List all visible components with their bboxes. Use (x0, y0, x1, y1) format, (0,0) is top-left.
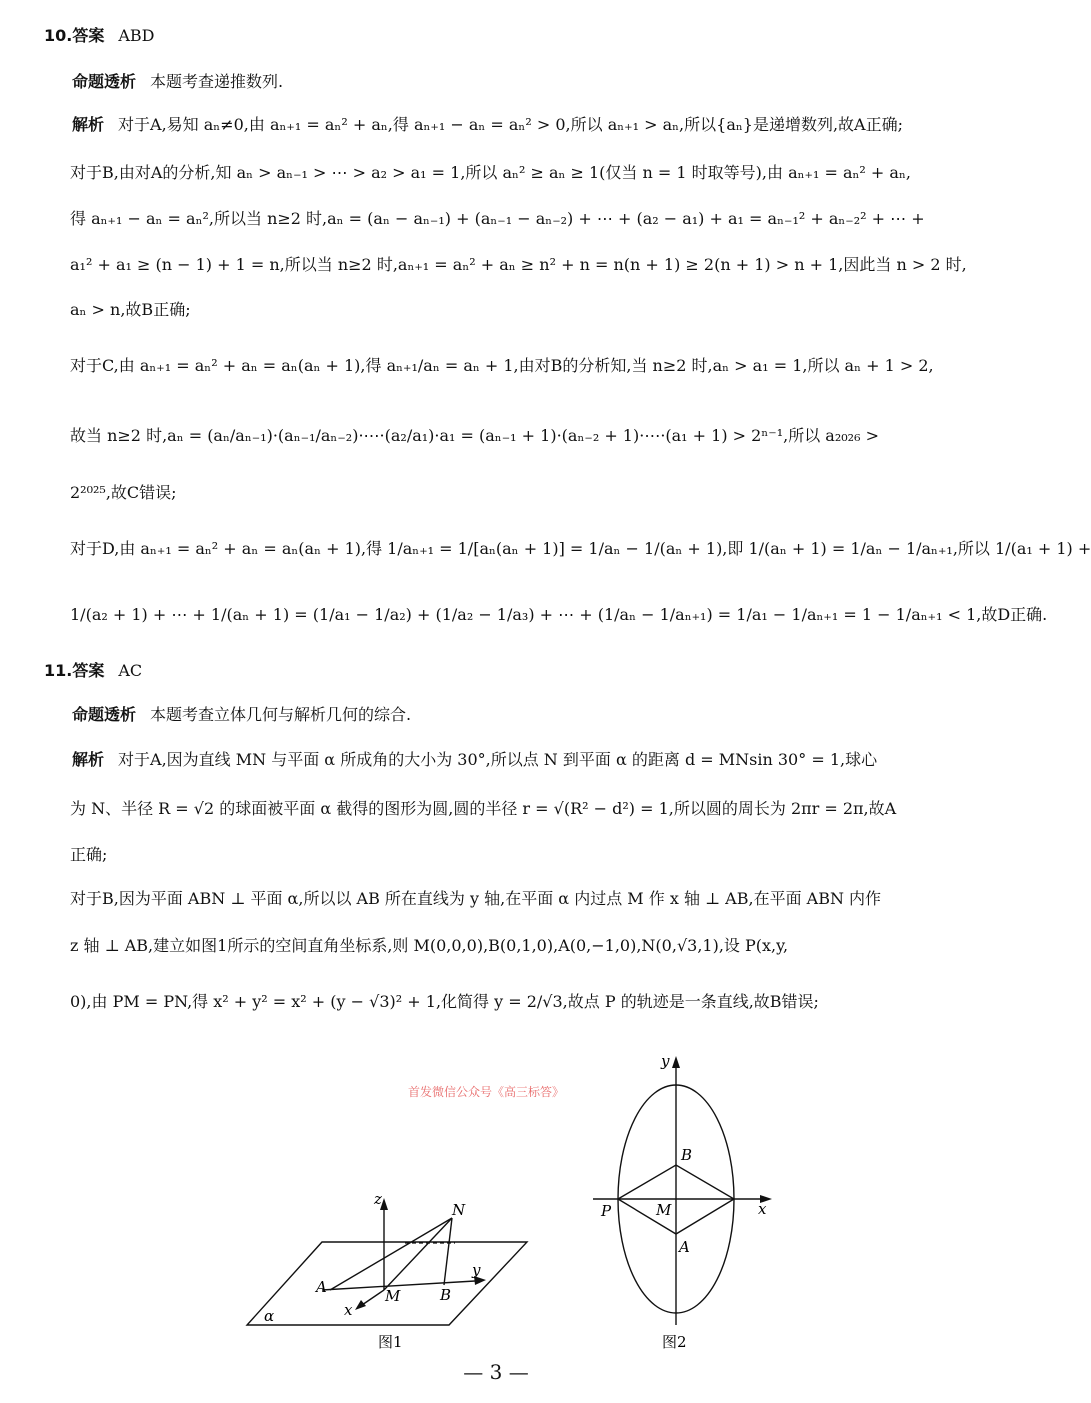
watermark: 首发微信公众号《高三标答》 (408, 1085, 565, 1099)
q11-line-1: 为 N、半径 R = √2 的球面被平面 α 截得的图形为圆,圆的半径 r = √(R² − d²) = 1,所以圆的周长为 2πr = 2π,故A (70, 799, 897, 818)
fig1-label-B: B (440, 1286, 452, 1304)
q11-line-0: 对于A,因为直线 MN 与平面 α 所成角的大小为 30°,所以点 N 到平面 α 的距离 d = MNsin 30° = 1,球心 (118, 750, 878, 769)
q10-line-2: 得 aₙ₊₁ − aₙ = aₙ²,所以当 n≥2 时,aₙ = (aₙ − aₙ₋₁) + (aₙ₋₁ − aₙ₋₂) + ⋯ + (a₂ − a₁) + a₁ = aₙ₋₁² + aₙ₋₂² + ⋯ + (70, 209, 925, 228)
q10-analysis-label: 解析 (72, 115, 105, 134)
q11-intent: 本题考查立体几何与解析几何的综合. (150, 705, 412, 724)
q10-analysis-line (72, 113, 952, 137)
q11-answer-label: 答案 (72, 661, 105, 680)
fig2-label-M: M (656, 1201, 672, 1219)
fig1-label-z: z (374, 1190, 382, 1208)
fig2-label-P: P (601, 1202, 612, 1220)
q10-answer: ABD (118, 26, 155, 45)
segment-MN (384, 1218, 452, 1290)
fig1-caption: 图1 (378, 1333, 403, 1351)
fig2-label-A: A (679, 1238, 690, 1256)
q10-answer-label: 答案 (72, 26, 105, 45)
q10-answer-line (44, 24, 924, 48)
figure-2 (590, 1048, 790, 1353)
q11-line-3: 对于B,因为平面 ABN ⊥ 平面 α,所以以 AB 所在直线为 y 轴,在平面 α 内过点 M 作 x 轴 ⊥ AB,在平面 ABN 内作 (70, 889, 882, 908)
x-arrow-icon (355, 1300, 366, 1310)
q11-number: 11. (44, 661, 73, 680)
q10-line-6: 故当 n≥2 时,aₙ = (aₙ/aₙ₋₁)·(aₙ₋₁/aₙ₋₂)·⋯·(a₂/a₁)·a₁ = (aₙ₋₁ + 1)·(aₙ₋₂ + 1)·⋯·(a₁ + 1) > 2ⁿ⁻¹,所以 a₂₀₂₆ > (70, 426, 879, 445)
x-axis (362, 1290, 384, 1305)
fig1-label-alpha: α (264, 1307, 275, 1325)
q11-line-5: 0),由 PM = PN,得 x² + y² = x² + (y − √3)² + 1,化简得 y = 2/√3,故点 P 的轨迹是一条直线,故B错误; (70, 992, 819, 1011)
q10-intent-line (72, 70, 952, 94)
q10-number: 10. (44, 26, 73, 45)
segment-AN (330, 1218, 452, 1290)
q11-intent-line (72, 703, 952, 727)
q11-line-2: 正确; (70, 845, 108, 864)
fig2-label-x: x (758, 1200, 767, 1218)
fig2-caption: 图2 (662, 1333, 687, 1351)
q11-analysis-line (72, 748, 952, 772)
q11-line-4: z 轴 ⊥ AB,建立如图1所示的空间直角坐标系,则 M(0,0,0),B(0,1,0),A(0,−1,0),N(0,√3,1),设 P(x,y, (70, 936, 789, 955)
fig2-y-arrow-icon (672, 1056, 680, 1068)
segment-BN (444, 1218, 452, 1285)
q10-line-8: 对于D,由 aₙ₊₁ = aₙ² + aₙ = aₙ(aₙ + 1),得 1/aₙ₊₁ = 1/[aₙ(aₙ + 1)] = 1/aₙ − 1/(aₙ + 1),即 1/(aₙ + 1) = 1/aₙ − 1/aₙ₊₁,所以 1/(a₁ + 1) + (70, 539, 1091, 558)
page-number: — 3 — (463, 1360, 529, 1384)
q10-line-1: 对于B,由对A的分析,知 aₙ > aₙ₋₁ > ⋯ > a₂ > a₁ = 1,所以 aₙ² ≥ aₙ ≥ 1(仅当 n = 1 时取等号),由 aₙ₊₁ = aₙ² + aₙ, (70, 163, 911, 182)
q10-intent: 本题考查递推数列. (150, 72, 284, 91)
q11-analysis-label: 解析 (72, 750, 105, 769)
q10-line-4: aₙ > n,故B正确; (70, 300, 191, 319)
q10-line-5: 对于C,由 aₙ₊₁ = aₙ² + aₙ = aₙ(aₙ + 1),得 aₙ₊₁/aₙ = aₙ + 1,由对B的分析知,当 n≥2 时,aₙ > a₁ = 1,所以 aₙ + 1 > 2, (70, 356, 934, 375)
fig1-label-M: M (385, 1287, 401, 1305)
fig2-label-B: B (681, 1146, 693, 1164)
plane-alpha (247, 1242, 527, 1325)
q11-intent-label: 命题透析 (72, 705, 137, 724)
q11-answer: AC (118, 661, 143, 680)
fig1-label-N: N (452, 1201, 466, 1219)
figure-1 (240, 1185, 540, 1355)
fig1-label-x: x (344, 1301, 353, 1319)
fig1-label-A: A (316, 1278, 327, 1296)
q10-line-3: a₁² + a₁ ≥ (n − 1) + 1 = n,所以当 n≥2 时,aₙ₊₁ = aₙ² + aₙ ≥ n² + n = n(n + 1) ≥ 2(n + 1) > n + 1,因此当 n > 2 时, (70, 255, 967, 274)
q10-intent-label: 命题透析 (72, 72, 137, 91)
fig2-label-y: y (661, 1052, 670, 1070)
q10-line-0: 对于A,易知 aₙ≠0,由 aₙ₊₁ = aₙ² + aₙ,得 aₙ₊₁ − aₙ = aₙ² > 0,所以 aₙ₊₁ > aₙ,所以{aₙ}是递增数列,故A正确; (118, 115, 903, 134)
q11-answer-line (44, 659, 924, 683)
q10-line-7: 2²⁰²⁵,故C错误; (70, 483, 177, 502)
q10-line-9: 1/(a₂ + 1) + ⋯ + 1/(aₙ + 1) = (1/a₁ − 1/a₂) + (1/a₂ − 1/a₃) + ⋯ + (1/aₙ − 1/aₙ₊₁) = 1/a₁ − 1/aₙ₊₁ = 1 − 1/aₙ₊₁ < 1,故D正确. (70, 605, 1048, 624)
fig1-label-y: y (472, 1261, 481, 1279)
